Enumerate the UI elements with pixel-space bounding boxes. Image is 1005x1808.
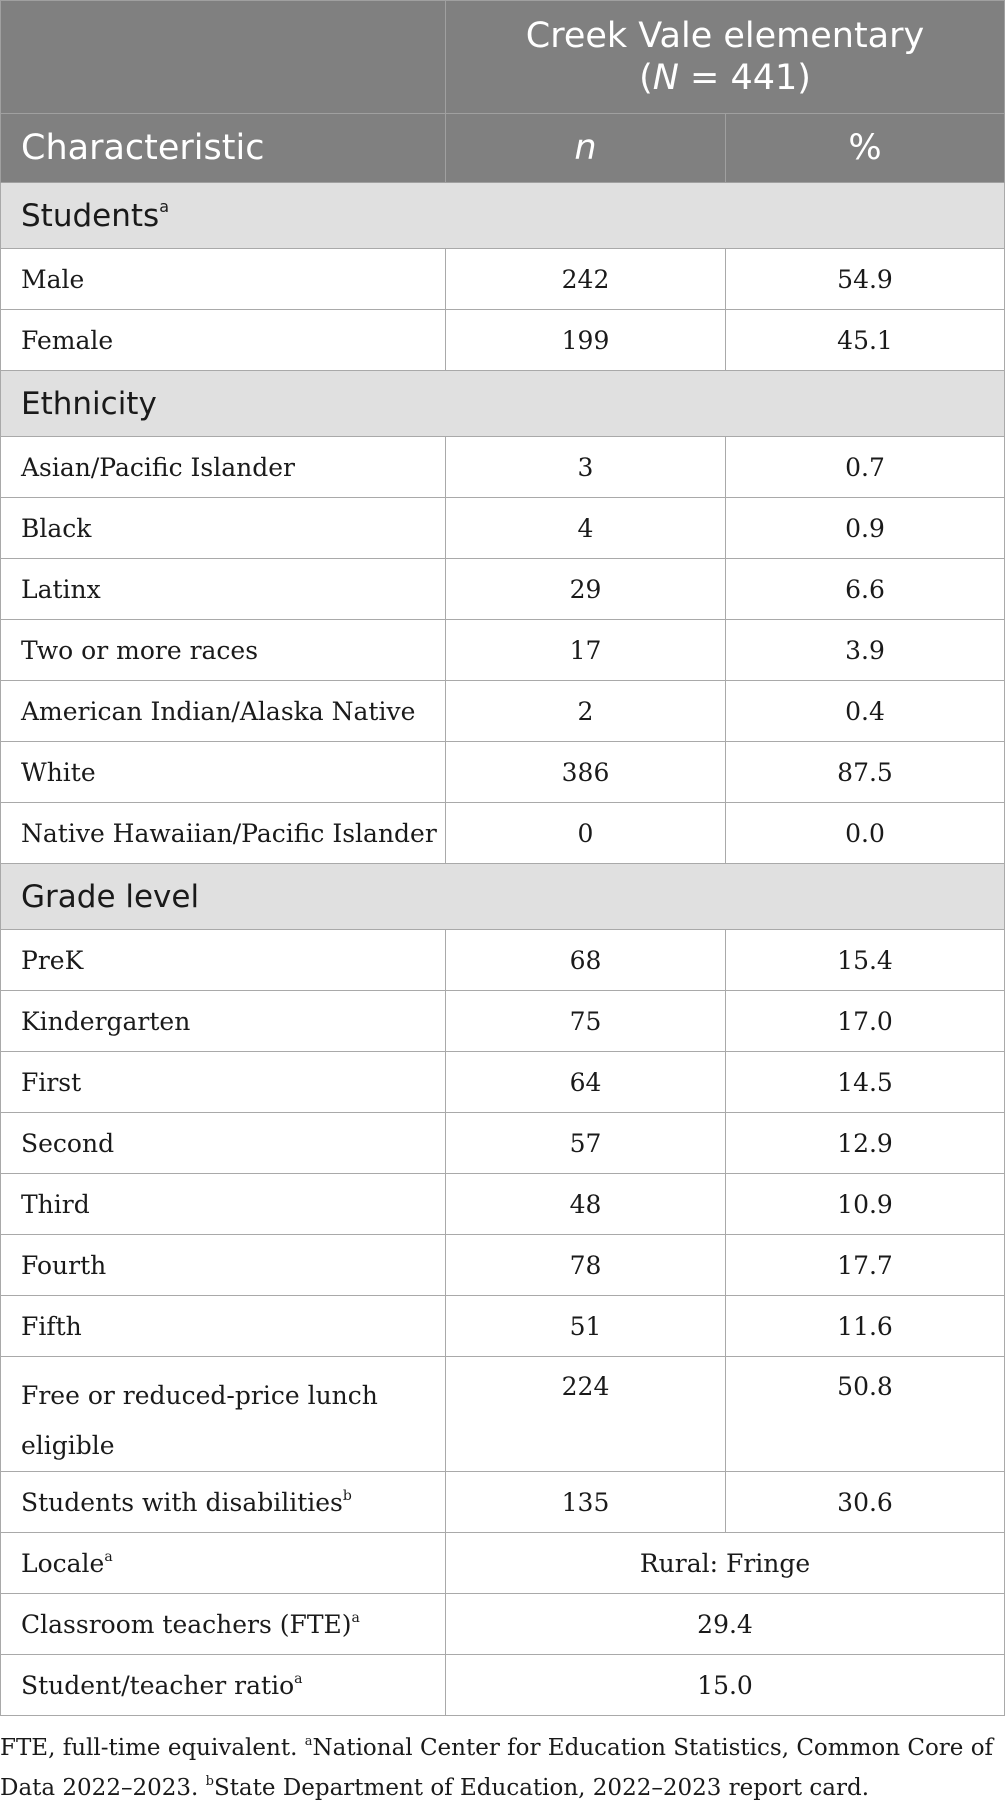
table-row (1, 559, 1005, 620)
table-row-lunch-eligible (1, 1357, 1005, 1472)
table-row (1, 1235, 1005, 1296)
row-label: Classroom teachers (FTE)$^a$ (1, 1594, 446, 1655)
table-row-teachers (1, 1594, 1005, 1655)
row-label: Students with disabilities$^b$ (1, 1472, 446, 1533)
row-n: 51 (446, 1296, 726, 1357)
row-label: Kindergarten (1, 991, 446, 1052)
table-row (1, 803, 1005, 864)
header-row-columns (1, 114, 1005, 183)
row-percent: 87.5 (726, 742, 1005, 803)
row-label: PreK (1, 930, 446, 991)
row-label: Locale$^a$ (1, 1533, 446, 1594)
row-n: 2 (446, 681, 726, 742)
section-students (1, 183, 1005, 249)
row-percent: 50.8 (726, 1357, 1005, 1472)
row-percent: 30.6 (726, 1472, 1005, 1533)
row-n: 4 (446, 498, 726, 559)
table-row (1, 1052, 1005, 1113)
row-n: 242 (446, 249, 726, 310)
table-row (1, 310, 1005, 371)
row-n: 135 (446, 1472, 726, 1533)
row-n: 78 (446, 1235, 726, 1296)
school-header (446, 1, 1005, 114)
table-row (1, 620, 1005, 681)
row-label: Second (1, 1113, 446, 1174)
row-percent: 3.9 (726, 620, 1005, 681)
table-row-ratio (1, 1655, 1005, 1716)
header-row-school (1, 1, 1005, 114)
row-value: Rural: Fringe (446, 1533, 1005, 1594)
row-label: Fourth (1, 1235, 446, 1296)
row-percent: 0.9 (726, 498, 1005, 559)
row-n: 0 (446, 803, 726, 864)
column-header-characteristic: Characteristic (1, 114, 446, 183)
sample-size: (N = 441) (639, 58, 811, 98)
row-n: 199 (446, 310, 726, 371)
row-n: 386 (446, 742, 726, 803)
table-row (1, 249, 1005, 310)
row-value: 29.4 (446, 1594, 1005, 1655)
row-n: 29 (446, 559, 726, 620)
table-row (1, 498, 1005, 559)
row-n: 68 (446, 930, 726, 991)
row-label: Latinx (1, 559, 446, 620)
row-label: Free or reduced-price lunch eligible (1, 1357, 446, 1472)
section-grade-level (1, 864, 1005, 930)
row-label: Third (1, 1174, 446, 1235)
row-n: 3 (446, 437, 726, 498)
school-name: Creek Vale elementary (525, 16, 925, 56)
row-label: Asian/Pacific Islander (1, 437, 446, 498)
row-percent: 0.0 (726, 803, 1005, 864)
row-n: 224 (446, 1357, 726, 1472)
row-value: 15.0 (446, 1655, 1005, 1716)
table-row (1, 1174, 1005, 1235)
section-label: Students$^a$ (1, 183, 1005, 249)
table-row (1, 742, 1005, 803)
row-percent: 6.6 (726, 559, 1005, 620)
section-ethnicity (1, 371, 1005, 437)
row-percent: 17.0 (726, 991, 1005, 1052)
row-percent: 14.5 (726, 1052, 1005, 1113)
row-label: Fifth (1, 1296, 446, 1357)
row-percent: 10.9 (726, 1174, 1005, 1235)
column-header-n: n (446, 114, 726, 183)
row-n: 75 (446, 991, 726, 1052)
row-n: 48 (446, 1174, 726, 1235)
row-n: 17 (446, 620, 726, 681)
row-percent: 11.6 (726, 1296, 1005, 1357)
header-blank-cell (1, 1, 446, 114)
table-row (1, 1296, 1005, 1357)
row-percent: 54.9 (726, 249, 1005, 310)
column-header-percent: % (726, 114, 1005, 183)
row-percent: 0.7 (726, 437, 1005, 498)
row-percent: 17.7 (726, 1235, 1005, 1296)
row-percent: 45.1 (726, 310, 1005, 371)
table-row-disabilities (1, 1472, 1005, 1533)
row-label: Student/teacher ratio$^a$ (1, 1655, 446, 1716)
table-row (1, 991, 1005, 1052)
row-percent: 0.4 (726, 681, 1005, 742)
section-label: Grade level (1, 864, 1005, 930)
row-label: American Indian/Alaska Native (1, 681, 446, 742)
row-n: 57 (446, 1113, 726, 1174)
table-row (1, 437, 1005, 498)
row-label: Native Hawaiian/Pacific Islander (1, 803, 446, 864)
table-row (1, 930, 1005, 991)
row-label: Male (1, 249, 446, 310)
table-row-locale (1, 1533, 1005, 1594)
row-label: Female (1, 310, 446, 371)
row-label: White (1, 742, 446, 803)
row-label: Two or more races (1, 620, 446, 681)
section-label: Ethnicity (1, 371, 1005, 437)
table-row (1, 681, 1005, 742)
row-label: Black (1, 498, 446, 559)
row-label: First (1, 1052, 446, 1113)
row-percent: 12.9 (726, 1113, 1005, 1174)
table-row (1, 1113, 1005, 1174)
row-n: 64 (446, 1052, 726, 1113)
row-percent: 15.4 (726, 930, 1005, 991)
table-footnote: FTE, full-time equivalent. $^a$National Center for Education Statistics, Common Core of Data 2022–2023. $^b$State Department of Education, 2022–2023 report card. (0, 1734, 994, 1801)
